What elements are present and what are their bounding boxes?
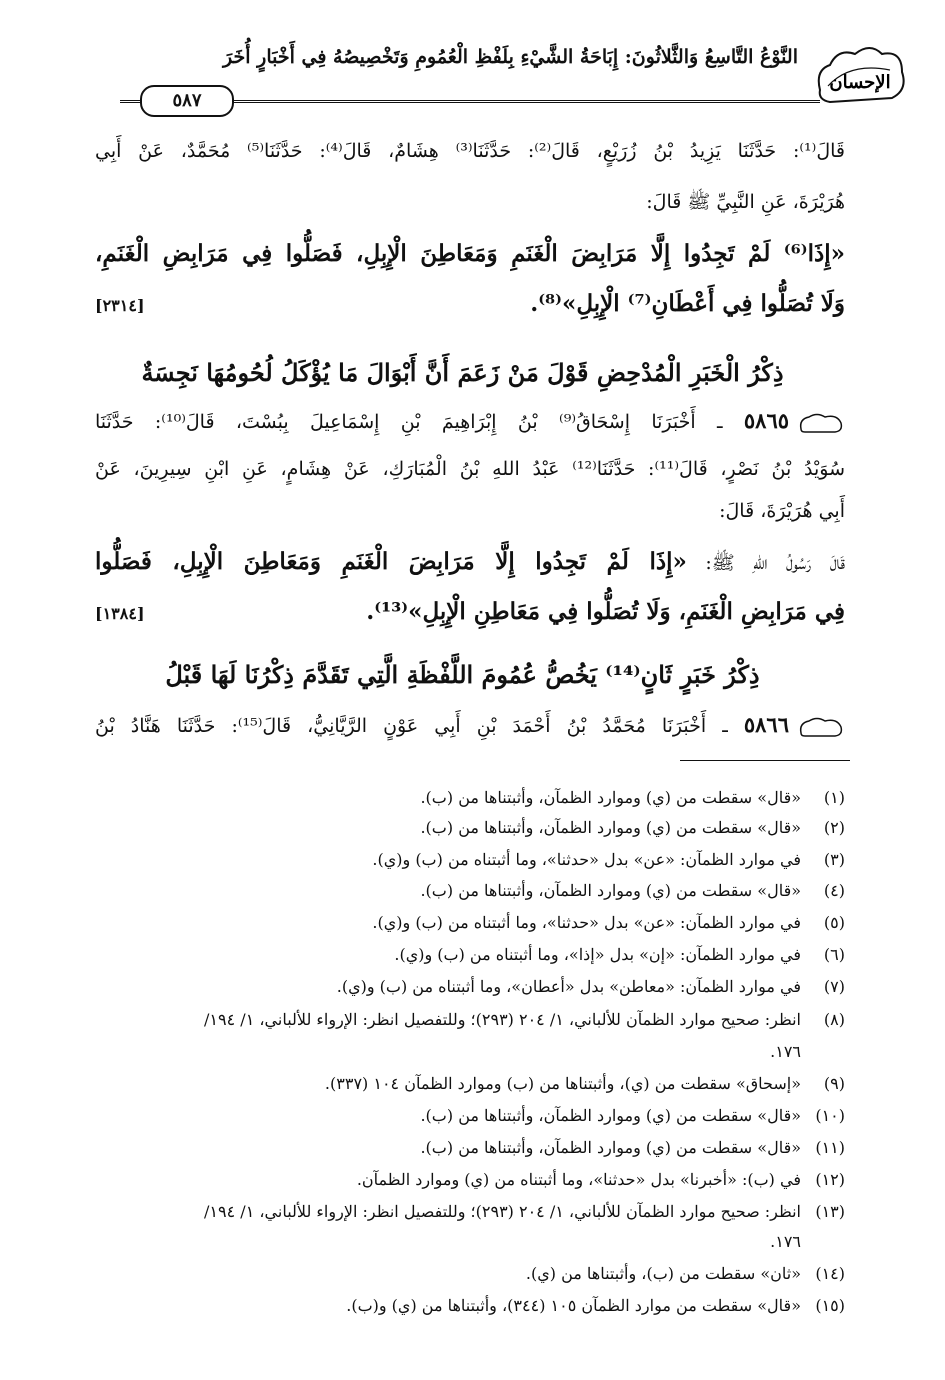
text-line: قَالَ⁽¹⁾: حَدَّثَنَا يَزِيدُ بْنُ زُرَيْعٍ، قَالَ⁽²⁾: حَدَّثَنَا⁽³⁾ هِشَامٌ، قَالَ⁽⁴⁾: حَدَّثَنَا⁽⁵⁾ مُحَمَّدٌ، عَنْ أَبِي xyxy=(95,140,845,162)
hadith-line: وَلَا تُصَلُّوا فِي أَعْطَانِ⁽⁷⁾ الْإِبِلِ»⁽⁸⁾. xyxy=(530,290,845,317)
hadith-line: «إِذَا⁽⁶⁾ لَمْ تَجِدُوا إِلَّا مَرَابِضَ الْغَنَمِ وَمَعَاطِنَ الْإِبِلِ، فَصَلُّوا فِي مَرَابِضِ الْغَنَمِ، xyxy=(95,240,845,267)
ihsan-logo-icon xyxy=(810,40,910,115)
page-number: ٥٨٧ xyxy=(140,85,234,117)
hadith-line: فِي مَرَابِضِ الْغَنَمِ، وَلَا تُصَلُّوا فِي مَعَاطِنِ الْإِبِلِ»⁽¹³⁾. xyxy=(366,598,845,625)
reference-number: [١٣٨٤] xyxy=(95,604,145,623)
section-heading: ذِكْرُ الْخَبَرِ الْمُدْحِضِ قَوْلَ مَنْ زَعَمَ أَنَّ أَبْوَالَ مَا يُؤْكَلُ لُحُومُهَا نَجِسَةٌ xyxy=(141,358,784,387)
page-title: النَّوْعُ التَّاسِعُ وَالثَّلاثُونَ: إِبَاحَةُ الشَّيْءِ بِلَفْظِ الْعُمُومِ وَتَخْصِيصُهُ فِي أَخْبَارٍ أُخَرَ xyxy=(223,46,798,68)
hadith-number: ٥٨٦٥ xyxy=(743,408,790,433)
footnote-continuation: ١٧٦. xyxy=(770,1232,801,1251)
footnote: (١٢)في (ب): «أخبرنا» بدل «حدثنا»، وما أثبتناه من (ي) وموارد الظمآن. xyxy=(356,1170,845,1189)
text-line: أَبِي هُرَيْرَةَ، قَالَ: xyxy=(719,500,845,522)
header-rule-left xyxy=(120,100,140,103)
footnote: (٧)في موارد الظمآن: «معاطن» بدل «أعطان»، وما أثبتناه من (ب) و(ي). xyxy=(336,977,845,996)
text-line: سُوَيْدُ بْنُ نَصْرٍ، قَالَ⁽¹¹⁾: حَدَّثَنَا⁽¹²⁾ عَبْدُ اللهِ بْنُ الْمُبَارَكِ، عَنْ هِشَامٍ، عَنِ ابْنِ سِيرِينَ، عَنْ xyxy=(95,458,845,480)
hadith-line: «إِذَا لَمْ تَجِدُوا إِلَّا مَرَابِضَ الْغَنَمِ وَمَعَاطِنَ الْإِبِلِ، فَصَلُّوا xyxy=(95,548,687,575)
text-line: ـ أَخْبَرَنَا مُحَمَّدُ بْنُ أَحْمَدَ بْنِ أَبِي عَوْنٍ الرَّيَّانِيُّ، قَالَ⁽¹⁵⁾: حَدَّثَنَا هَنَّادُ بْنُ xyxy=(95,715,728,737)
page-header xyxy=(120,40,910,120)
footnote: (١٣)انظر: صحيح موارد الظمآن للألباني، ١/ ٢٠٤ (٢٩٣)؛ وللتفصيل انظر: الإرواء للألباني، ١/ ١٩٤/ xyxy=(204,1202,845,1221)
hadith-marker-icon xyxy=(797,715,845,739)
footnote: (١٤)«ثان» سقطت من (ب)، وأثبتناها من (ي). xyxy=(525,1264,845,1283)
footnote: (١٠)«قال» سقطت من (ي) وموارد الظمآن، وأثبتناها من (ب). xyxy=(420,1106,845,1125)
hadith-marker-icon xyxy=(797,411,845,435)
hadith-entry xyxy=(95,408,845,435)
footnote: (٩)«إسحاق» سقطت من (ي)، وأثبتناها من (ب) وموارد الظمآن ١٠٤ (٣٣٧). xyxy=(324,1074,845,1093)
footnote: (٨)انظر: صحيح موارد الظمآن للألباني، ١/ ٢٠٤ (٢٩٣)؛ وللتفصيل انظر: الإرواء للألباني، ١/ ١٩٤/ xyxy=(204,1010,845,1029)
footnote-separator xyxy=(680,760,850,761)
footnote: (٦)في موارد الظمآن: «إن» بدل «إذا»، وما أثبتناه من (ب) و(ي). xyxy=(394,945,845,964)
hadith-number: ٥٨٦٦ xyxy=(743,712,789,737)
footnote: (٤)«قال» سقطت من (ي) وموارد الظمآن، وأثبتناها من (ب). xyxy=(420,881,845,900)
section-heading: ذِكْرُ خَبَرٍ ثَانٍ⁽¹⁴⁾ يَخُصُّ عُمُومَ اللَّفْظَةِ الَّتِي تَقَدَّمَ ذِكْرُنَا لَهَا قَبْلُ xyxy=(165,660,760,689)
footnote: (١)«قال» سقطت من (ي) وموارد الظمآن، وأثبتناها من (ب). xyxy=(420,788,845,807)
footnote: (١١)«قال» سقطت من (ي) وموارد الظمآن، وأثبتناها من (ب). xyxy=(420,1138,845,1157)
footnote: (٣)في موارد الظمآن: «عن» بدل «حدثنا»، وما أثبتناه من (ب) و(ي). xyxy=(372,850,845,869)
logo-text: الإحسان xyxy=(829,72,891,93)
hadith-entry xyxy=(95,712,845,739)
text-line: هُرَيْرَةَ، عَنِ النَّبِيِّ ﷺ قَالَ: xyxy=(646,191,845,213)
hadith-entry-2 xyxy=(95,548,845,579)
text-line: قَالَ رَسُولُ اللهِ ﷺ: xyxy=(705,552,845,574)
text-line: ـ أَخْبَرَنَا إِسْحَاقُ⁽⁹⁾ بْنُ إِبْرَاهِيمَ بْنِ إِسْمَاعِيلَ بِبُسْتَ، قَالَ⁽¹⁰⁾: حَدَّثَنَا xyxy=(95,411,723,433)
footnote-continuation: ١٧٦. xyxy=(770,1042,801,1061)
footnote: (٥)في موارد الظمآن: «عن» بدل «حدثنا»، وما أثبتناه من (ب) و(ي). xyxy=(372,913,845,932)
header-rule xyxy=(230,100,820,103)
reference-number: [٢٣١٤] xyxy=(95,296,145,315)
footnote: (٢)«قال» سقطت من (ي) وموارد الظمآن، وأثبتناها من (ب). xyxy=(420,818,845,837)
footnote: (١٥)«قال» سقطت من موارد الظمآن ١٠٥ (٣٤٤)، وأثبتناها من (ي) و(ب). xyxy=(346,1296,845,1315)
